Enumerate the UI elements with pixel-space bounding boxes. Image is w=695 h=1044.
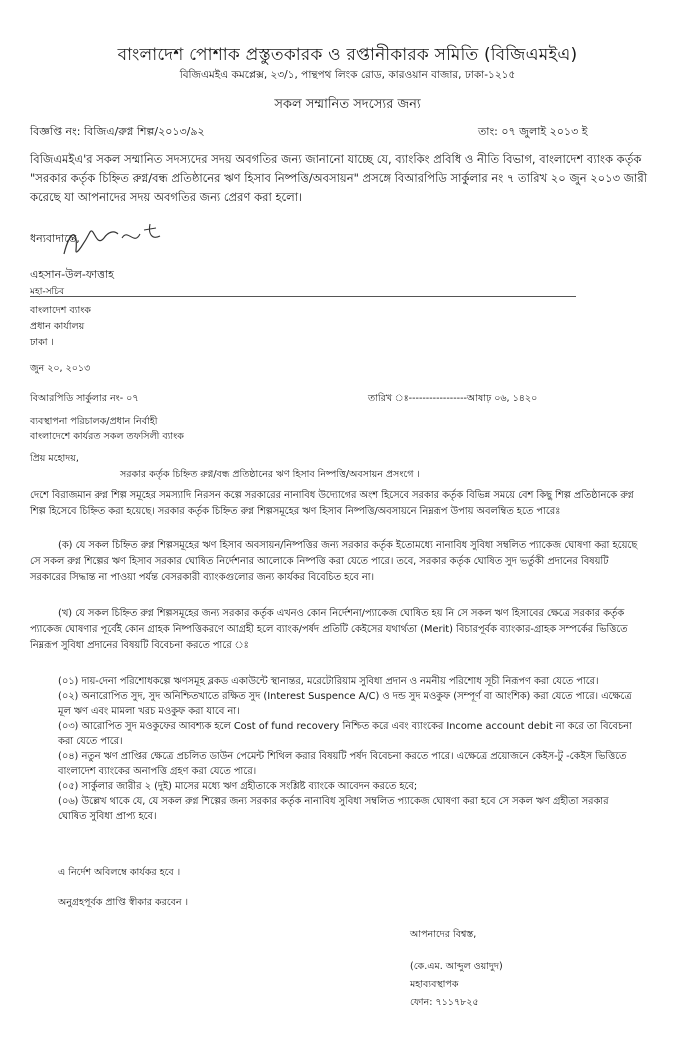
issuer-line: প্রধান কার্যালয়	[30, 321, 85, 332]
effect-line: এ নির্দেশ অবিলম্বে কার্যকর হবে ।	[58, 867, 181, 878]
signatory-phone: ফোন: ৭১১৭৮২৫	[410, 997, 479, 1008]
issuer-line: বাংলাদেশ ব্যাংক	[30, 305, 91, 316]
intro-paragraph: দেশে বিরাজমান রুগ্ন শিল্প সমূহের সমস্যাদি নিরসন কল্পে সরকারের নানাবিধ উদ্যোগের অংশ হিসেবে সরকার কর্তৃক বিভিন্ন সময়ে বেশ কিছু শিল্প প্রতিষ্ঠানকে রুগ্ন শিল্প হিসেবে চিহ্নিত করা হয়েছে। সরকার কর্তৃক চিহ্নিত রুগ্ন শিল্পসমূহের ঋণ হিসাব নিষ্পত্তি/অবসায়নে নিম্নরূপ উপায় অবলম্বিত হতে পারেঃ	[30, 490, 634, 517]
relief-item: (০২) অনারোপিত সুদ, সুদ অনিশ্চিতখাতে রক্ষিত সুদ (Interest Suspence A/C) ও দন্ড সুদ মওকুফ (সম্পূর্ণ বা আংশিক) করা যেতে পারে। এক্ষেত্রে মূল ঋণ এবং মামলা খরচ মওকুফ করা যাবে না।	[58, 691, 632, 717]
signatory-name: (কে.এম. আব্দুল ওয়াদুদ)	[410, 961, 503, 972]
relief-item: (০৪) নতুন ঋণ প্রাপ্তির ক্ষেত্রে প্রচলিত ডাউন পেমেন্ট শিথিল করার বিষয়টি পর্ষদ বিবেচনা করতে পারে। এক্ষেত্রে প্রয়োজনে কেইস-টু -কেইস ভিত্তিতে বাংলাদেশ ব্যাংকের অনাপত্তি গ্রহণ করা যেতে পারে।	[58, 751, 627, 777]
circular-number: বিআরপিডি সার্কুলার নং- ০৭	[30, 393, 139, 404]
memo-number: বিজ্ঞপ্তি নং: বিজিএ/রুগ্ন শিল্প/২০১৩/৯২	[30, 125, 205, 138]
recipient-line: বাংলাদেশে কার্যরত সকল তফসিলী ব্যাংক	[30, 431, 184, 442]
relief-item: (০১) দায়-দেনা পরিশোধকল্পে ঋণসমূহ ব্লকড একাউন্টে স্থানান্তর, মরেটোরিয়াম সুবিধা প্রদান ও নমনীয় পরিশোধ সূচী নিরূপণ করা যেতে পারে।	[58, 676, 599, 687]
closing-text: আপনাদের বিশ্বস্ত,	[410, 929, 477, 940]
subject-line: সরকার কর্তৃক চিহ্নিত রুগ্ন/বন্ধ প্রতিষ্ঠানের ঋণ হিসাব নিষ্পত্তি/অবসায়ন প্রসংগে ।	[120, 469, 420, 480]
circular-date-line: তারিখ ঃ-----------------আষাঢ় ০৬, ১৪২০	[368, 393, 538, 404]
acknowledge-line: অনুগ্রহপূর্বক প্রাপ্তি স্বীকার করবেন ।	[58, 897, 189, 908]
closing-signature	[410, 926, 503, 1012]
letterhead-address: বিজিএমইএ কমপ্লেক্স, ২৩/১, পান্থপথ লিংক রোড, কারওয়ান বাজার, ঢাকা-১২১৫	[179, 69, 516, 81]
letterhead-org-name: বাংলাদেশ পোশাক প্রস্তুতকারক ও রপ্তানীকারক সমিতি (বিজিএমইএ)	[117, 45, 578, 65]
circular-recipient	[30, 414, 184, 444]
circular-issuer	[30, 303, 91, 351]
relief-item: (০৫) সার্কুলার জারীর ২ (দুই) মাসের মধ্যে ঋণ গ্রহীতাকে সংশ্লিষ্ট ব্যাংকে আবেদন করতে হবে;	[58, 781, 418, 792]
section-divider	[30, 296, 576, 297]
issuer-line: ঢাকা ।	[30, 337, 54, 348]
memo-date: তাং: ০৭ জুলাই ২০১৩ ই	[478, 125, 588, 138]
cover-signer-name: এহসান-উল-ফাত্তাহ	[30, 268, 114, 281]
point-kha: (খ) যে সকল চিহ্নিত রুগ্ন শিল্পসমূহের জন্য সরকার কর্তৃক এখনও কোন নির্দেশনা/প্যাকেজ ঘোষিত হয় নি সে সকল ঋণ হিসাবের ক্ষেত্রে সরকার কর্তৃক প্যাকেজ ঘোষণার পূর্বেই কোন গ্রাহক নিষ্পত্তিকরণে আগ্রহী হলে ব্যাংক/পর্ষদ প্রতিটি কেইসের যথার্থতা (Merit) বিচারপূর্বক ব্যাংকার-গ্রাহক সম্পর্কের ভিত্তিতে নিম্নরূপ সুবিধা প্রদানের বিষয়টি বিবেচনা করতে পারে ঃ	[30, 608, 628, 651]
cover-body: বিজিএমইএ'র সকল সম্মানিত সদস্যদের সদয় অবগতির জন্য জানানো যাচ্ছে যে, ব্যাংকিং প্রবিধি ও নীতি বিভাগ, বাংলাদেশ ব্যাংক কর্তৃক "সরকার কর্তৃক চিহ্নিত রুগ্ন/বন্ধ প্রতিষ্ঠানের ঋণ হিসাব নিষ্পত্তি/অবসায়ন" প্রসঙ্গে বিআরপিডি সার্কুলার নং ৭ তারিখ ২০ জুন ২০১৩ জারী করেছে যা আপনাদের সদয় অবগতির জন্য প্রেরণ করা হলো।	[30, 152, 647, 204]
point-ka: (ক) যে সকল চিহ্নিত রুগ্ন শিল্পসমূহের ঋণ হিসাব অবসায়ন/নিষ্পত্তির জন্য সরকার কর্তৃক ইতোমধ্যে নানাবিধ সুবিধা সম্বলিত প্যাকেজ ঘোষণা করা হয়েছে সে সকল রুগ্ন শিল্পের ঋণ হিসাব সরকার ঘোষিত নির্দেশনার আলোকে নিষ্পত্তি করা যেতে পারে। তবে, সরকার কর্তৃক ঘোষিত সুদ ভর্তুকী প্রদানের বিষয়টি সরকারের সিদ্ধান্ত না পাওয়া পর্যন্ত বেসরকারী ব্যাংকগুলোর জন্য কার্যকর বিবেচিত হবে না।	[30, 540, 638, 583]
cover-signer-title: মহা-সচিব	[30, 287, 64, 297]
relief-item: (০৩) আরোপিত সুদ মওকুফের আবশ্যক হলে Cost of fund recovery নিশ্চিত করে এবং ব্যাংকের Income account debit না করে তা বিবেচনা করা যেতে পারে।	[58, 721, 632, 747]
circular-issue-date: জুন ২০, ২০১৩	[30, 363, 91, 374]
cover-closing: ধন্যবাদান্তে,	[30, 232, 80, 245]
recipient-line: ব্যবস্থাপনা পরিচালক/প্রধান নির্বাহী	[30, 416, 158, 427]
relief-item: (০৬) উল্লেখ থাকে যে, যে সকল রুগ্ন শিল্পের জন্য সরকার কর্তৃক নানাবিধ সুবিধা সম্বলিত প্যাকেজ ঘোষণা করা হবে সে সকল ঋণ গ্রহীতা সরকার ঘোষিত সুবিধা প্রাপ্য হবে।	[58, 796, 609, 822]
cover-heading: সকল সম্মানিত সদস্যের জন্য	[274, 97, 421, 112]
handwritten-signature	[60, 220, 170, 262]
salutation: প্রিয় মহোদয়,	[30, 453, 79, 464]
relief-items	[30, 674, 640, 824]
signatory-title: মহাব্যবস্থাপক	[410, 979, 459, 990]
